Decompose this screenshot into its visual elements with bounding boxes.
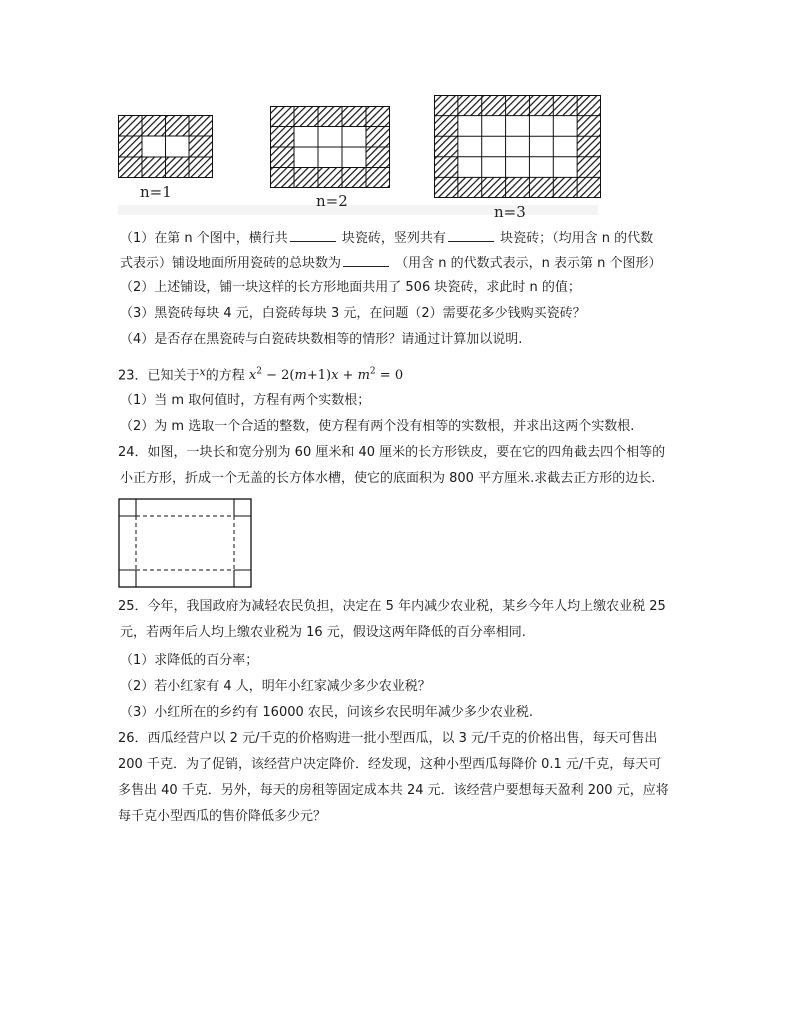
tile-figure-n3 (434, 95, 601, 198)
q22-part3: （3）黑瓷砖每块 4 元，白瓷砖每块 3 元，在问题（2）需要花多少钱购买瓷砖？ (120, 306, 586, 321)
tile-figure-n2 (270, 106, 390, 188)
q22-part1-line1 (120, 228, 653, 249)
q25-line1: 25．今年，我国政府为减轻农民负担，决定在 5 年内减少农业税，某乡今年人均上缴农业税 25 (118, 599, 666, 614)
q23-part2: （2）为 m 选取一个合适的整数，使方程有两个没有相等的实数根，并求出这两个实数根. (120, 419, 635, 434)
figure-label-n1: n=1 (140, 183, 172, 201)
q26-line4: 每千克小型西瓜的售价降低多少元？ (118, 809, 327, 824)
q22-p1-text-d: 式表示）铺设地面所用瓷砖的总块数为 (120, 256, 342, 271)
q22-p1-text-a: （1）在第 n 个图中，横行共 (120, 231, 288, 246)
q22-part1-line2 (120, 253, 662, 274)
answer-blank-cols[interactable] (448, 228, 494, 242)
tile-figure-n1 (118, 115, 213, 178)
answer-blank-rows[interactable] (290, 228, 336, 242)
q23-equation: $x^2 - 2(m+1)x + m^2 = 0$ (248, 367, 404, 384)
q25-part1: （1）求降低的百分率； (120, 653, 259, 668)
q26-line2: 200 千克．为了促销，该经营户决定降价．经发现，这种小型西瓜每降价 0.1 元/千克，每天可 (118, 757, 662, 772)
q25-line2: 元，若两年后人均上缴农业税为 16 元，假设这两年降低的百分率相同. (120, 625, 526, 640)
q25-part3: （3）小红所在的乡约有 16000 农民，问该乡农民明年减少多少农业税. (120, 705, 534, 720)
q24-line1: 24．如图，一块长和宽分别为 60 厘米和 40 厘米的长方形铁皮，要在它的四角截去四个相等的 (118, 445, 666, 460)
figure-label-n2: n=2 (316, 192, 348, 210)
q23-intro: 23．已知关于 (118, 368, 200, 384)
q24-line2: 小正方形，折成一个无盖的长方体水槽，使它的底面积为 800 平方厘米.求截去正方形的边长. (120, 471, 656, 486)
q22-part4: （4）是否存在黑瓷砖与白瓷砖块数相等的情形？请通过计算加以说明. (120, 332, 523, 347)
q22-p1-text-b: 块瓷砖，竖列共有 (341, 231, 446, 246)
figure-label-n3: n=3 (494, 203, 526, 221)
q26-line3: 多售出 40 千克．另外，每天的房租等固定成本共 24 元．该经营户要想每天盈利 200 元，应将 (118, 783, 669, 798)
q23-stem (118, 362, 403, 386)
iron-sheet-diagram (118, 498, 252, 588)
q22-p1-text-c: 块瓷砖；（均用含 n 的代数 (500, 231, 654, 246)
q23-mid: 的方程 (205, 368, 245, 384)
answer-blank-total[interactable] (343, 253, 389, 267)
q22-p1-text-e: （用含 n 的代数式表示，n 表示第 n 个图形） (395, 256, 662, 271)
q25-part2: （2）若小红家有 4 人，明年小红家减少多少农业税？ (120, 679, 431, 694)
q23-variable: x (199, 365, 206, 379)
q22-part2: （2）上述铺设，铺一块这样的长方形地面共用了 506 块瓷砖，求此时 n 的值； (120, 280, 581, 295)
q26-line1: 26．西瓜经营户以 2 元/千克的价格购进一批小型西瓜，以 3 元/千克的价格出售，每天可售出 (118, 731, 658, 746)
q23-part1: （1）当 m 取何值时，方程有两个实数根； (120, 393, 371, 408)
figure-background-strip (118, 205, 598, 215)
